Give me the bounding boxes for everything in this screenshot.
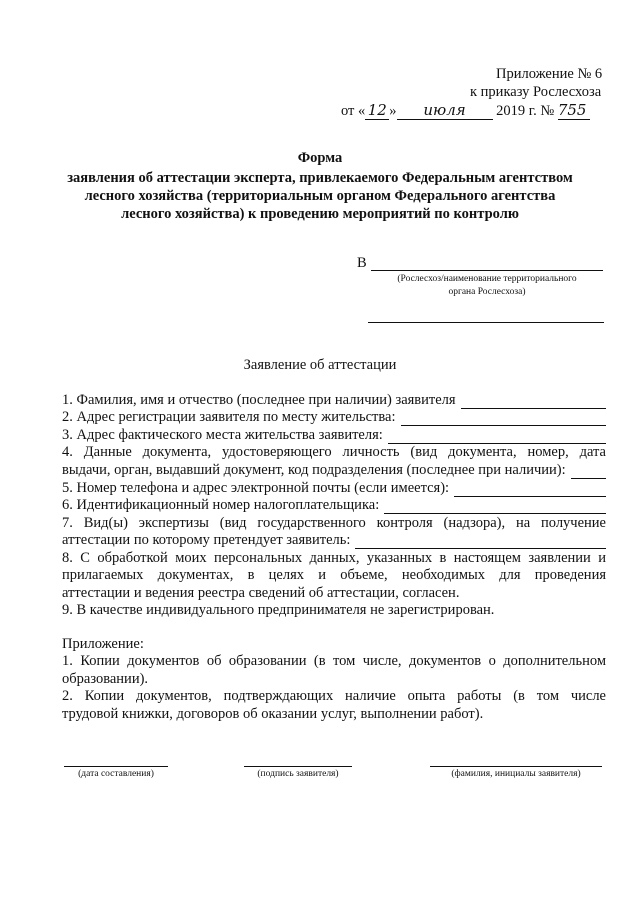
item-5 (62, 479, 606, 497)
attachments-heading: Приложение: (62, 636, 144, 652)
item-2-field[interactable] (401, 412, 607, 426)
item-1-text: 1. Фамилия, имя и отчество (последнее при наличии) заявителя (62, 392, 456, 408)
item-6-text: 6. Идентификационный номер налогоплательщика: (62, 497, 380, 513)
attachment-2-line2: трудовой книжки, договоров об оказании услуг, выполнении работ). (62, 706, 484, 722)
item-2-text: 2. Адрес регистрации заявителя по месту жительства: (62, 409, 396, 425)
addressee-caption-2: органа Рослесхоза) (448, 287, 526, 297)
date-year: 2019 г. № (496, 103, 555, 119)
item-4-field[interactable] (571, 465, 606, 479)
item-6 (62, 496, 606, 514)
form-title: Форма (297, 150, 343, 166)
item-7-text: аттестации по которому претендует заявитель: (62, 532, 351, 548)
item-3-field[interactable] (388, 430, 606, 444)
order-date-line (341, 101, 590, 120)
form-title-line3: лесного хозяйства) к проведению мероприятий по контролю (121, 206, 519, 222)
item-8-line1: 8. С обработкой моих персональных данных, указанных в настоящем заявлении и (62, 550, 606, 566)
item-6-field[interactable] (384, 500, 606, 514)
item-7-line1: 7. Вид(ы) экспертизы (вид государственного контроля (надзора), на получение (62, 515, 606, 531)
item-4-line1: 4. Данные документа, удостоверяющего личность (вид документа, номер, дата (62, 444, 606, 460)
date-line[interactable] (64, 766, 168, 767)
signature-line[interactable] (244, 766, 352, 767)
date-mid: » (389, 103, 397, 119)
item-5-text: 5. Номер телефона и адрес электронной почты (если имеется): (62, 480, 450, 496)
item-8-line3: аттестации и ведения реестра сведений об аттестации, согласен. (62, 585, 460, 601)
date-month: июля (397, 101, 493, 120)
item-3 (62, 426, 606, 444)
form-title-line1: заявления об аттестации эксперта, привлекаемого Федеральным агентством (67, 170, 573, 186)
addressee-line-2[interactable] (368, 322, 604, 323)
order-line: к приказу Рослесхоза (470, 84, 602, 100)
attachment-1-line2: образовании). (62, 671, 149, 687)
statement-heading: Заявление об аттестации (243, 357, 397, 373)
order-number: 755 (558, 101, 590, 120)
appendix-line: Приложение № 6 (496, 66, 603, 82)
name-caption: (фамилия, инициалы заявителя) (451, 769, 581, 779)
item-8-line2: прилагаемых документах, в целях и объеме, необходимых для проведения (62, 567, 606, 583)
attachment-1-line1: 1. Копии документов об образовании (в том числе, документов о дополнительном (62, 653, 606, 669)
item-7 (62, 531, 606, 549)
date-caption: (дата составления) (78, 769, 154, 779)
item-7-field[interactable] (355, 535, 606, 549)
item-1 (62, 391, 606, 409)
addressee-prefix: В (357, 255, 367, 271)
addressee-caption-1: (Рослесхоз/наименование территориального (397, 274, 577, 284)
item-4 (62, 461, 606, 479)
form-title-line2: лесного хозяйства (территориальным органом Федерального агентства (84, 188, 556, 204)
addressee-line[interactable] (371, 270, 603, 271)
date-prefix: от « (341, 103, 366, 119)
name-line[interactable] (430, 766, 602, 767)
date-day: 12 (365, 101, 389, 120)
item-2 (62, 408, 606, 426)
item-5-field[interactable] (454, 483, 606, 497)
signature-caption: (подпись заявителя) (257, 769, 339, 779)
item-4-text: выдачи, орган, выдавший документ, код подразделения (последнее при наличии): (62, 462, 566, 478)
item-1-field[interactable] (461, 395, 606, 409)
attachment-2-line1: 2. Копии документов, подтверждающих наличие опыта работы (в том числе (62, 688, 606, 704)
item-9: 9. В качестве индивидуального предпринимателя не зарегистрирован. (62, 602, 495, 618)
item-3-text: 3. Адрес фактического места жительства заявителя: (62, 427, 383, 443)
